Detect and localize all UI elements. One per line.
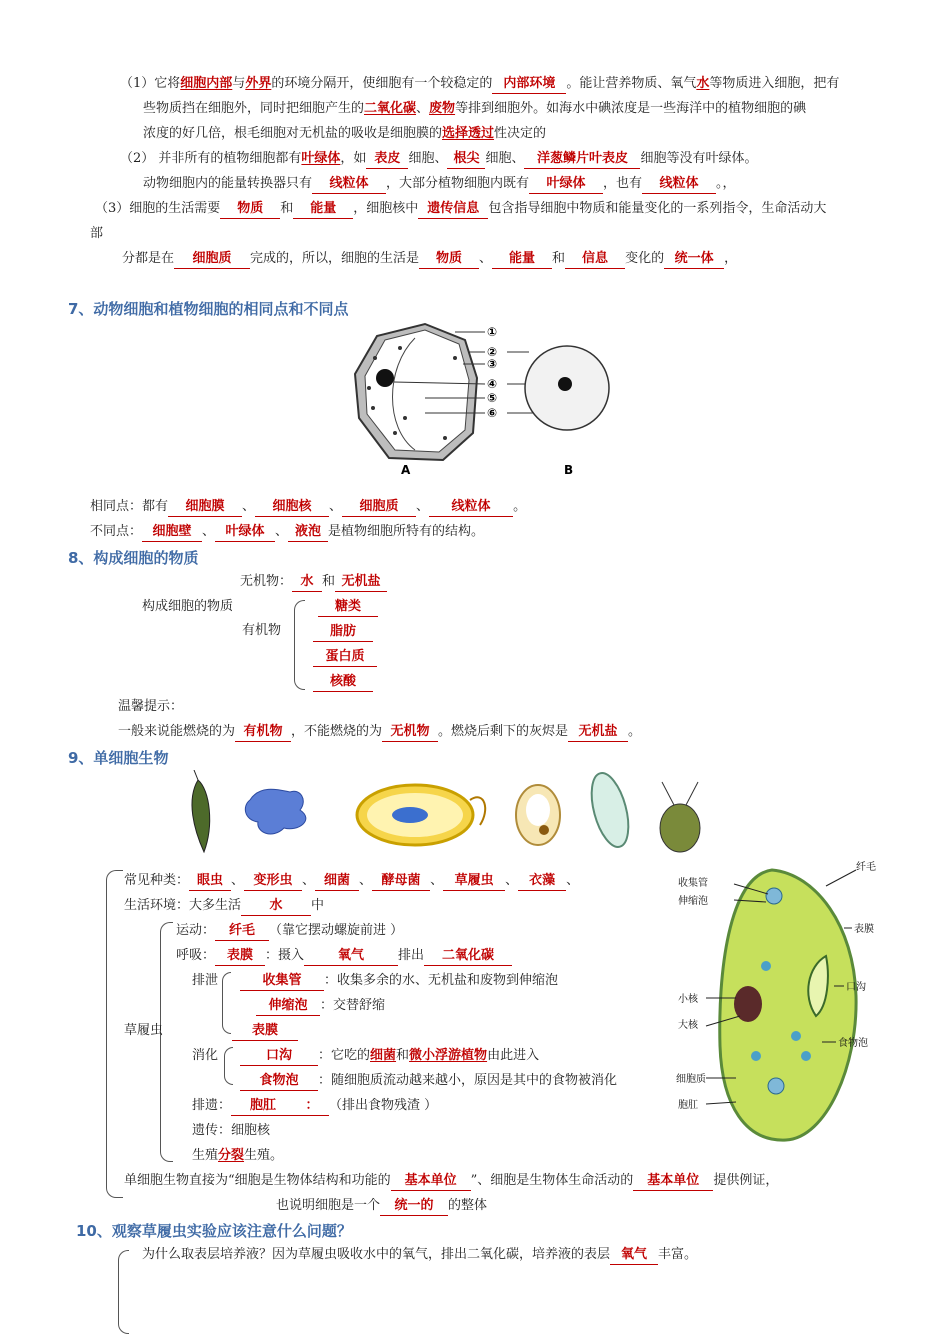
text: （1）它将 bbox=[120, 76, 181, 91]
para-1-line-2 bbox=[143, 100, 806, 118]
para-1-line-3 bbox=[143, 125, 546, 143]
text: ，如 bbox=[340, 151, 367, 166]
text: （靠它摆动螺旋前进 ） bbox=[269, 923, 404, 938]
answer: 物质 bbox=[419, 250, 479, 269]
answer: 表膜 bbox=[232, 1022, 298, 1041]
para-1-line-1 bbox=[120, 75, 839, 94]
text: 变化的 bbox=[625, 251, 665, 266]
answer: 无机物 bbox=[382, 723, 438, 742]
answer: 酵母菌 bbox=[372, 872, 430, 891]
text: 丰富。 bbox=[658, 1247, 698, 1262]
move-line bbox=[176, 922, 403, 941]
fig-label: 纤毛 bbox=[856, 862, 876, 873]
fig-label: 口沟 bbox=[846, 982, 866, 993]
animal-nucleus bbox=[558, 377, 572, 391]
text: 分都是在 bbox=[122, 251, 175, 266]
summary-line-2 bbox=[276, 1197, 487, 1216]
answer: 细胞壁 bbox=[142, 523, 202, 542]
answer: 水 bbox=[241, 897, 311, 916]
text: 与 bbox=[232, 76, 246, 91]
answer: 遗传信息 bbox=[418, 200, 488, 219]
text: 性决定的 bbox=[494, 126, 547, 141]
section-10-brace bbox=[118, 1250, 129, 1334]
label-5: ⑤ bbox=[487, 391, 498, 405]
answer: 细胞核 bbox=[255, 498, 329, 517]
answer: 水 bbox=[292, 573, 322, 592]
para-3-line-3 bbox=[122, 250, 737, 269]
excretion-label: 排泄 bbox=[192, 973, 219, 988]
text: ， bbox=[724, 251, 738, 266]
summary-line-1 bbox=[124, 1172, 778, 1191]
answer: 物质 bbox=[220, 200, 280, 219]
answer: 蛋白质 bbox=[313, 648, 377, 667]
label-3: ③ bbox=[487, 357, 498, 371]
answer: ： bbox=[295, 1097, 329, 1116]
text: 完成的，所以，细胞的生活是 bbox=[250, 251, 420, 266]
answer: 叶绿体 bbox=[215, 523, 275, 542]
sep: 、 bbox=[242, 499, 256, 514]
single-cell-organisms-strip bbox=[180, 770, 740, 860]
fig-label: 伸缩泡 bbox=[678, 896, 708, 907]
answer: 纤毛 bbox=[215, 922, 269, 941]
text: 由此进入 bbox=[487, 1048, 540, 1063]
text: 排遗： bbox=[192, 1098, 232, 1113]
text: ：交替舒缩 bbox=[320, 998, 386, 1013]
text: 提供例证， bbox=[713, 1173, 779, 1188]
plant-nucleus bbox=[376, 369, 394, 387]
text: 和 bbox=[322, 574, 336, 589]
answer: 线粒体 bbox=[642, 175, 716, 194]
text: 不同点： bbox=[90, 524, 143, 539]
answer: 废物 bbox=[429, 101, 456, 116]
answer: 细胞膜 bbox=[168, 498, 242, 517]
sep: 、 bbox=[566, 873, 580, 888]
text: ，大部分植物细胞内既有 bbox=[386, 176, 530, 191]
text: （2） 并非所有的植物细胞都有 bbox=[120, 151, 302, 166]
section-8-heading: 8、构成细胞的物质 bbox=[68, 549, 199, 567]
excr-line-2 bbox=[256, 997, 385, 1016]
text: 生活环境：大多生活 bbox=[124, 898, 242, 913]
text: 和 bbox=[396, 1048, 410, 1063]
fig-label: 小核 bbox=[678, 994, 698, 1005]
text: 细胞、 bbox=[408, 151, 448, 166]
cell-diagram bbox=[345, 318, 635, 483]
para-3-line-2: 部 bbox=[90, 226, 104, 241]
answer: 表膜 bbox=[215, 947, 265, 966]
answer: 伸缩泡 bbox=[256, 997, 320, 1016]
answer: 无机盐 bbox=[335, 573, 387, 592]
answer: 核酸 bbox=[313, 673, 373, 692]
amoeba-image bbox=[245, 789, 306, 834]
text: ：随细胞质流动越来越小，原因是其中的食物被消化 bbox=[318, 1073, 618, 1088]
fig-a-label: A bbox=[401, 463, 411, 477]
fig-label: 表膜 bbox=[854, 924, 874, 935]
answer: 收集管 bbox=[240, 972, 324, 991]
answer: 变形虫 bbox=[244, 872, 302, 891]
sep: 、 bbox=[329, 499, 343, 514]
answer: 统一体 bbox=[664, 250, 724, 269]
paramecium-root: 草履虫 bbox=[124, 1023, 164, 1038]
text: 。燃烧后剩下的灰烬是 bbox=[438, 724, 569, 739]
bacterium-image bbox=[357, 785, 485, 845]
text: 也说明细胞是一个 bbox=[276, 1198, 381, 1213]
text: 等排到细胞外。如海水中碘浓度是一些海洋中的植物细胞的碘 bbox=[455, 101, 807, 116]
answer: 食物泡 bbox=[240, 1072, 318, 1091]
answer: 信息 bbox=[565, 250, 625, 269]
answer: 无机盐 bbox=[568, 723, 628, 742]
answer: 内部环境 bbox=[492, 75, 566, 94]
text: 中 bbox=[311, 898, 325, 913]
answer: 叶绿体 bbox=[301, 151, 341, 166]
answer: 胞肛 bbox=[231, 1097, 295, 1116]
sep: 、 bbox=[359, 873, 373, 888]
diff-points bbox=[90, 523, 484, 542]
paramecium-brace bbox=[160, 922, 173, 1162]
answer: 细胞内部 bbox=[180, 76, 233, 91]
answer: 水 bbox=[696, 76, 710, 91]
excretion-brace bbox=[222, 972, 231, 1034]
text: 。 bbox=[628, 724, 642, 739]
para-2-line-1 bbox=[120, 150, 757, 169]
sep: 、 bbox=[416, 499, 430, 514]
yeast-image bbox=[516, 785, 560, 845]
text: 生殖。 bbox=[244, 1148, 284, 1163]
answer: 叶绿体 bbox=[529, 175, 603, 194]
resp-line bbox=[176, 947, 512, 966]
answer: 细胞质 bbox=[174, 250, 250, 269]
label-1: ① bbox=[487, 325, 498, 339]
section-7-heading: 7、动物细胞和植物细胞的相同点和不同点 bbox=[68, 300, 349, 318]
fig-label: 胞肛 bbox=[678, 1100, 698, 1111]
fig-label: 收集管 bbox=[678, 878, 708, 889]
text: 的环境分隔开，使细胞有一个较稳定的 bbox=[271, 76, 493, 91]
answer: 微小浮游植物 bbox=[409, 1048, 488, 1063]
organic-item bbox=[318, 598, 378, 617]
same-points bbox=[90, 498, 526, 517]
sep: 、 bbox=[505, 873, 519, 888]
sep: 、 bbox=[202, 524, 216, 539]
text: ：摄入 bbox=[265, 948, 305, 963]
fig-label: 细胞质 bbox=[676, 1074, 706, 1085]
answer: 能量 bbox=[492, 250, 552, 269]
text: 和 bbox=[280, 201, 294, 216]
sep: 、 bbox=[430, 873, 444, 888]
text: 。， bbox=[716, 176, 736, 191]
text: 和 bbox=[552, 251, 566, 266]
paramecium-image bbox=[585, 770, 636, 851]
text: 动物细胞内的能量转换器只有 bbox=[143, 176, 313, 191]
text: 是植物细胞所特有的结构。 bbox=[328, 524, 485, 539]
answer: 细菌 bbox=[370, 1048, 397, 1063]
text: 等物质进入细胞，把有 bbox=[709, 76, 840, 91]
text: ，也有 bbox=[603, 176, 643, 191]
text: 浓度的好几倍，根毛细胞对无机盐的吸收是细胞膜的 bbox=[143, 126, 443, 141]
organic-item bbox=[313, 623, 373, 642]
answer: 细胞质 bbox=[342, 498, 416, 517]
dig-line-1 bbox=[240, 1047, 539, 1066]
heredity-line: 遗传：细胞核 bbox=[192, 1123, 271, 1138]
answer: 表皮 bbox=[366, 150, 408, 169]
text: ”、细胞是生物体生命活动的 bbox=[470, 1173, 634, 1188]
text: 。 bbox=[513, 499, 527, 514]
text: 为什么取表层培养液？因为草履虫吸收水中的氧气，排出二氧化碳，培养液的表层 bbox=[142, 1247, 611, 1262]
tip-label: 温馨提示： bbox=[118, 699, 184, 714]
text: 一般来说能燃烧的为 bbox=[118, 724, 236, 739]
text: ，细胞核中 bbox=[353, 201, 419, 216]
fig-b-label: B bbox=[564, 463, 574, 477]
env-line bbox=[124, 897, 324, 916]
organic-item bbox=[313, 673, 373, 692]
text: 相同点：都有 bbox=[90, 499, 169, 514]
answer: 根尖 bbox=[447, 150, 485, 169]
remove-line bbox=[192, 1097, 437, 1116]
section-9-brace bbox=[106, 870, 123, 1198]
text: 无机物： bbox=[240, 574, 293, 589]
text: 的整体 bbox=[448, 1198, 488, 1213]
question-line bbox=[142, 1246, 697, 1265]
answer: 外界 bbox=[245, 76, 272, 91]
answer: 糖类 bbox=[318, 598, 378, 617]
answer: 有机物 bbox=[235, 723, 291, 742]
text: 排出 bbox=[398, 948, 425, 963]
organic-brace bbox=[294, 600, 305, 690]
text: 常见种类： bbox=[124, 873, 190, 888]
text: 、 bbox=[416, 101, 430, 116]
answer: 氧气 bbox=[610, 1246, 658, 1265]
text: 细胞等没有叶绿体。 bbox=[640, 151, 758, 166]
digestion-label: 消化 bbox=[192, 1048, 219, 1063]
sep: 、 bbox=[302, 873, 316, 888]
reproduction-line bbox=[192, 1147, 283, 1165]
excr-line-3 bbox=[232, 1022, 298, 1041]
excr-line-1 bbox=[240, 972, 558, 991]
text: 包含指导细胞中物质和能量变化的一系列指令，生命活动大 bbox=[488, 201, 827, 216]
answer: 眼虫 bbox=[189, 872, 231, 891]
answer: 草履虫 bbox=[443, 872, 505, 891]
answer: 氧气 bbox=[304, 947, 398, 966]
answer: 洋葱鳞片叶表皮 bbox=[524, 150, 640, 169]
text: 运动： bbox=[176, 923, 216, 938]
organic-label: 有机物 bbox=[242, 623, 282, 638]
label-2: ② bbox=[487, 345, 498, 359]
sep: 、 bbox=[275, 524, 289, 539]
text: ：它吃的 bbox=[318, 1048, 371, 1063]
answer: 液泡 bbox=[288, 523, 328, 542]
organic-item bbox=[313, 648, 377, 667]
chlamydomonas-image bbox=[660, 782, 700, 852]
text: 些物质挡在细胞外，同时把细胞产生的 bbox=[143, 101, 365, 116]
answer: 能量 bbox=[293, 200, 353, 219]
text: ，不能燃烧的为 bbox=[291, 724, 383, 739]
paramecium-diagram bbox=[676, 856, 880, 1146]
answer: 基本单位 bbox=[633, 1172, 713, 1191]
text: ：收集多余的水、无机盐和废物到伸缩泡 bbox=[324, 973, 559, 988]
text: （3）细胞的生活需要 bbox=[95, 201, 221, 216]
answer: 选择透过 bbox=[442, 126, 495, 141]
section-9-heading: 9、单细胞生物 bbox=[68, 749, 169, 767]
fig-label: 食物泡 bbox=[838, 1038, 868, 1049]
para-3-line-1 bbox=[95, 200, 826, 219]
fig-label: 大核 bbox=[678, 1020, 698, 1031]
answer: 二氧化碳 bbox=[424, 947, 512, 966]
answer: 二氧化碳 bbox=[364, 101, 417, 116]
text: 呼吸： bbox=[176, 948, 216, 963]
answer: 基本单位 bbox=[391, 1172, 471, 1191]
digestion-brace bbox=[224, 1047, 233, 1085]
label-4: ④ bbox=[487, 377, 498, 391]
text: 细胞、 bbox=[485, 151, 525, 166]
answer: 线粒体 bbox=[312, 175, 386, 194]
euglena-image bbox=[192, 770, 210, 852]
composition-root: 构成细胞的物质 bbox=[142, 599, 234, 614]
section-10-heading: 10、观察草履虫实验应该注意什么问题？ bbox=[76, 1222, 352, 1240]
kinds-line bbox=[124, 872, 579, 891]
dig-line-2 bbox=[240, 1072, 617, 1091]
text: 。能让营养物质、氧气 bbox=[566, 76, 697, 91]
sep: 、 bbox=[231, 873, 245, 888]
text: 单细胞生物直接为“细胞是生物体结构和功能的 bbox=[124, 1173, 391, 1188]
text: 生殖 bbox=[192, 1148, 219, 1163]
text: 、 bbox=[479, 251, 493, 266]
para-2-line-2 bbox=[143, 175, 736, 194]
answer: 线粒体 bbox=[429, 498, 513, 517]
inorganic-line bbox=[240, 573, 387, 592]
answer: 分裂 bbox=[218, 1148, 245, 1163]
tip-text bbox=[118, 723, 641, 742]
answer: 脂肪 bbox=[313, 623, 373, 642]
text: （排出食物残渣 ） bbox=[329, 1098, 438, 1113]
answer: 统一的 bbox=[380, 1197, 448, 1216]
answer: 口沟 bbox=[240, 1047, 318, 1066]
answer: 细菌 bbox=[315, 872, 359, 891]
answer: 衣藻 bbox=[518, 872, 566, 891]
label-6: ⑥ bbox=[487, 406, 498, 420]
